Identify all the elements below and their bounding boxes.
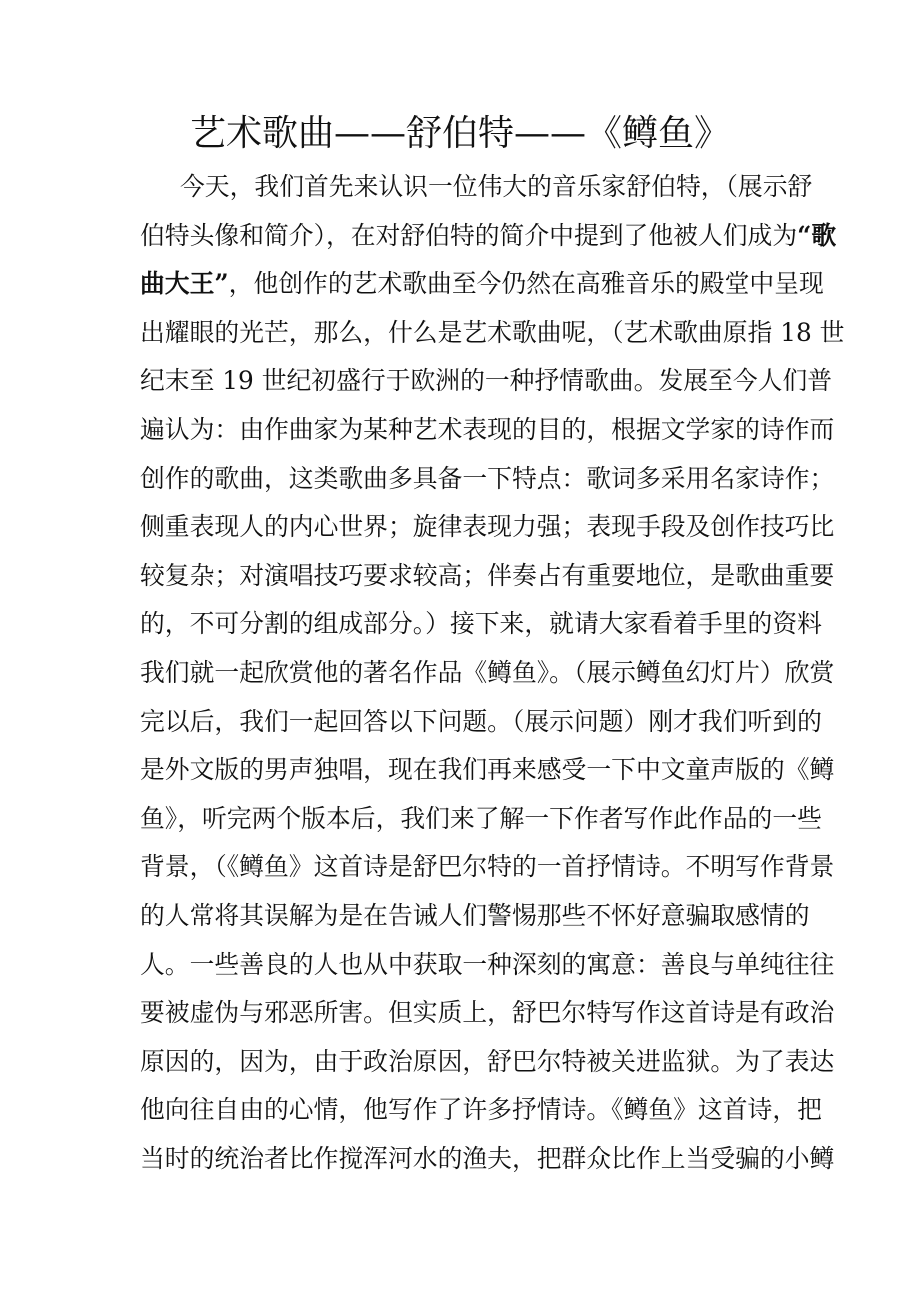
paragraph-line: 人。一些善良的人也从中获取一种深刻的寓意：善良与单纯往往 [140,949,835,979]
paragraph-line: 较复杂；对演唱技巧要求较高；伴奏占有重要地位，是歌曲重要 [140,560,835,590]
document-title: 艺术歌曲——舒伯特——《鳟鱼》 [189,113,730,154]
paragraph-line: 侧重表现人的内心世界；旋律表现力强；表现手段及创作技巧比 [140,512,835,542]
bold-phrase: 曲大王” [140,269,229,299]
paragraph-line: 遍认为：由作曲家为某种艺术表现的目的，根据文学家的诗作而 [140,414,835,444]
document-body [140,163,845,1183]
line-text: 伯特头像和简介），在对舒伯特的简介中提到了他被人们成为 [140,220,798,250]
line-text: ，他创作的艺术歌曲至今仍然在高雅音乐的殿堂中呈现 [228,269,824,299]
paragraph-line: 要被虚伪与邪恶所害。但实质上，舒巴尔特写作这首诗是有政治 [140,998,835,1028]
paragraph-line [140,212,837,261]
paragraph-line: 是外文版的男声独唱，现在我们再来感受一下中文童声版的《鳟 [140,755,835,785]
paragraph-line: 完以后，我们一起回答以下问题。（展示问题）刚才我们听到的 [140,706,822,736]
paragraph-line: 创作的歌曲，这类歌曲多具备一下特点：歌词多采用名家诗作； [140,463,835,493]
paragraph-line: 纪末至 19 世纪初盛行于欧洲的一种抒情歌曲。发展至今人们普 [140,366,833,396]
bold-phrase: “歌 [797,220,837,250]
paragraph-line: 鱼》，听完两个版本后，我们来了解一下作者写作此作品的一些 [140,803,822,833]
paragraph-line: 背景，（《鳟鱼》这首诗是舒巴尔特的一首抒情诗。不明写作背景 [140,852,835,882]
paragraph-line: 当时的统治者比作搅浑河水的渔夫，把群众比作上当受骗的小鳟 [140,1143,835,1173]
paragraph-line: 他向往自由的心情，他写作了许多抒情诗。《鳟鱼》这首诗，把 [140,1095,822,1125]
paragraph-line: 出耀眼的光芒，那么，什么是艺术歌曲呢，（艺术歌曲原指 18 世 [140,317,845,347]
paragraph-line: 的，不可分割的组成部分。）接下来，就请大家看着手里的资料 [140,609,822,639]
paragraph-line: 我们就一起欣赏他的著名作品《鳟鱼》。（展示鳟鱼幻灯片）欣赏 [140,657,835,687]
paragraph-line [140,260,824,309]
paragraph-line: 今天，我们首先来认识一位伟大的音乐家舒伯特，（展示舒 [180,172,813,201]
paragraph-line: 原因的，因为，由于政治原因，舒巴尔特被关进监狱。为了表达 [140,1046,835,1076]
paragraph-line: 的人常将其误解为是在告诫人们警惕那些不怀好意骗取感情的 [140,900,810,930]
